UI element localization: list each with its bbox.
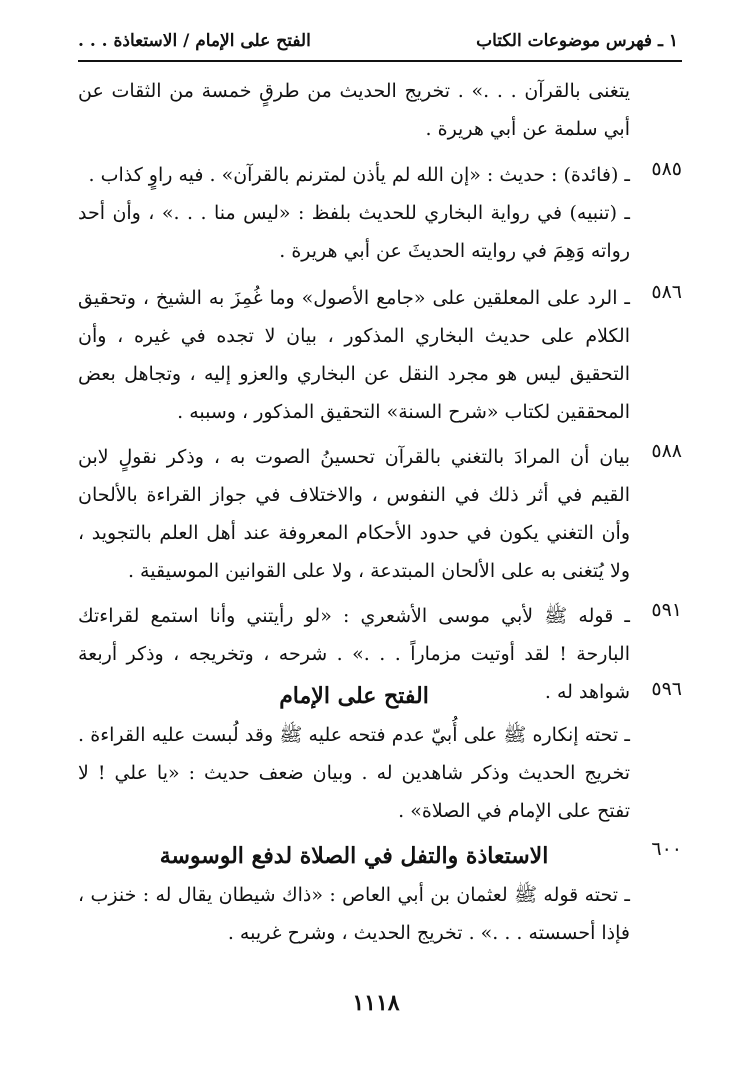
entry-paragraph: ـ قوله ﷺ لأبي موسى الأشعري : «لو رأيتني وأنا استمع لقراءتك البارحة ! لقد أوتيت مزماراً . . .» . شرحه ، وتخريجه ، وذكر أربعة شواهد له . [78, 605, 630, 703]
entry-page-number: ٥٨٦ [651, 281, 682, 303]
entry-text [78, 438, 630, 590]
entry-paragraph: ـ (فائدة) : حديث : «إن الله لم يأذن لمترنم بالقرآن» . فيه راوٍ كذاب . [88, 164, 630, 186]
header-topic-title: الفتح على الإمام / الاستعاذة . . . [78, 31, 311, 51]
entry-paragraph: يتغنى بالقرآن . . .» . تخريج الحديث من طرقٍ خمسة من الثقات عن أبي سلمة عن أبي هريرة . [78, 80, 630, 140]
index-entry [78, 72, 682, 148]
entry-page-number: ٥٨٥ [651, 158, 682, 180]
entry-paragraph: ـ (تنبيه) في رواية البخاري للحديث بلفظ : «ليس منا . . .» ، وأن أحد رواته وَهِمَ في روايته الحديثَ عن أبي هريرة . [78, 202, 630, 262]
section-heading: الاستعاذة والتفل في الصلاة لدفع الوسوسة [159, 843, 549, 869]
index-entry [78, 279, 682, 431]
entry-paragraph: ـ تحته إنكاره ﷺ على أُبيّ عدم فتحه عليه ﷺ وقد لُبست عليه القراءة . تخريج الحديث وذكر شاهدين له . وبيان ضعف حديث : «يا علي ! لا تفتح على الإمام في الصلاة» . [78, 724, 630, 822]
entry-text [78, 72, 630, 148]
entry-text [78, 156, 630, 270]
index-entry [78, 438, 682, 590]
entry-paragraph: بيان أن المرادَ بالتغني بالقرآن تحسينُ الصوت به ، وذكر نقولٍ لابن القيم في أثر ذلك في النفوس ، والاختلاف في جواز القراءة بالألحان وأن التغني يكون في حدود الأحكام المعروفة عند أهل العلم بالتجويد ، ولا يُتغنى به على الألحان المبتدعة ، ولا على القوانين الموسيقية . [78, 446, 630, 582]
index-entry [78, 156, 682, 270]
page-number: ١١١٨ [352, 990, 400, 1016]
entry-page-number: ٥٨٨ [651, 440, 682, 462]
running-header [78, 26, 678, 56]
entry-text [78, 836, 630, 952]
index-entry [78, 676, 682, 830]
entry-page-number [630, 72, 682, 148]
entry-paragraph: ـ الرد على المعلقين على «جامع الأصول» وما غُمِزَ به الشيخ ، وتحقيق الكلام على حديث البخاري المذكور ، بيان لا تجده في غيره ، وأن التحقيق ليس هو مجرد النقل عن البخاري والعزو إليه ، وتجاهل بعض المحققين لكتاب «شرح السنة» التحقيق المذكور ، وسببه . [78, 287, 630, 423]
entry-page-number: ٥٩٦ [651, 678, 682, 700]
header-section-title: ١ ـ فهرس موضوعات الكتاب [476, 31, 678, 51]
entry-page-number: ٦٠٠ [651, 838, 682, 860]
entry-paragraph: ـ تحته قوله ﷺ لعثمان بن أبي العاص : «ذاك شيطان يقال له : خنزب ، فإذا أحسسته . . .» . تخريج الحديث ، وشرح غريبه . [78, 884, 630, 944]
header-rule [78, 60, 682, 62]
entry-page-number: ٥٩١ [651, 599, 682, 621]
entry-text [78, 279, 630, 431]
entry-text [78, 676, 630, 830]
section-heading: الفتح على الإمام [279, 683, 429, 709]
index-entry [78, 836, 682, 952]
